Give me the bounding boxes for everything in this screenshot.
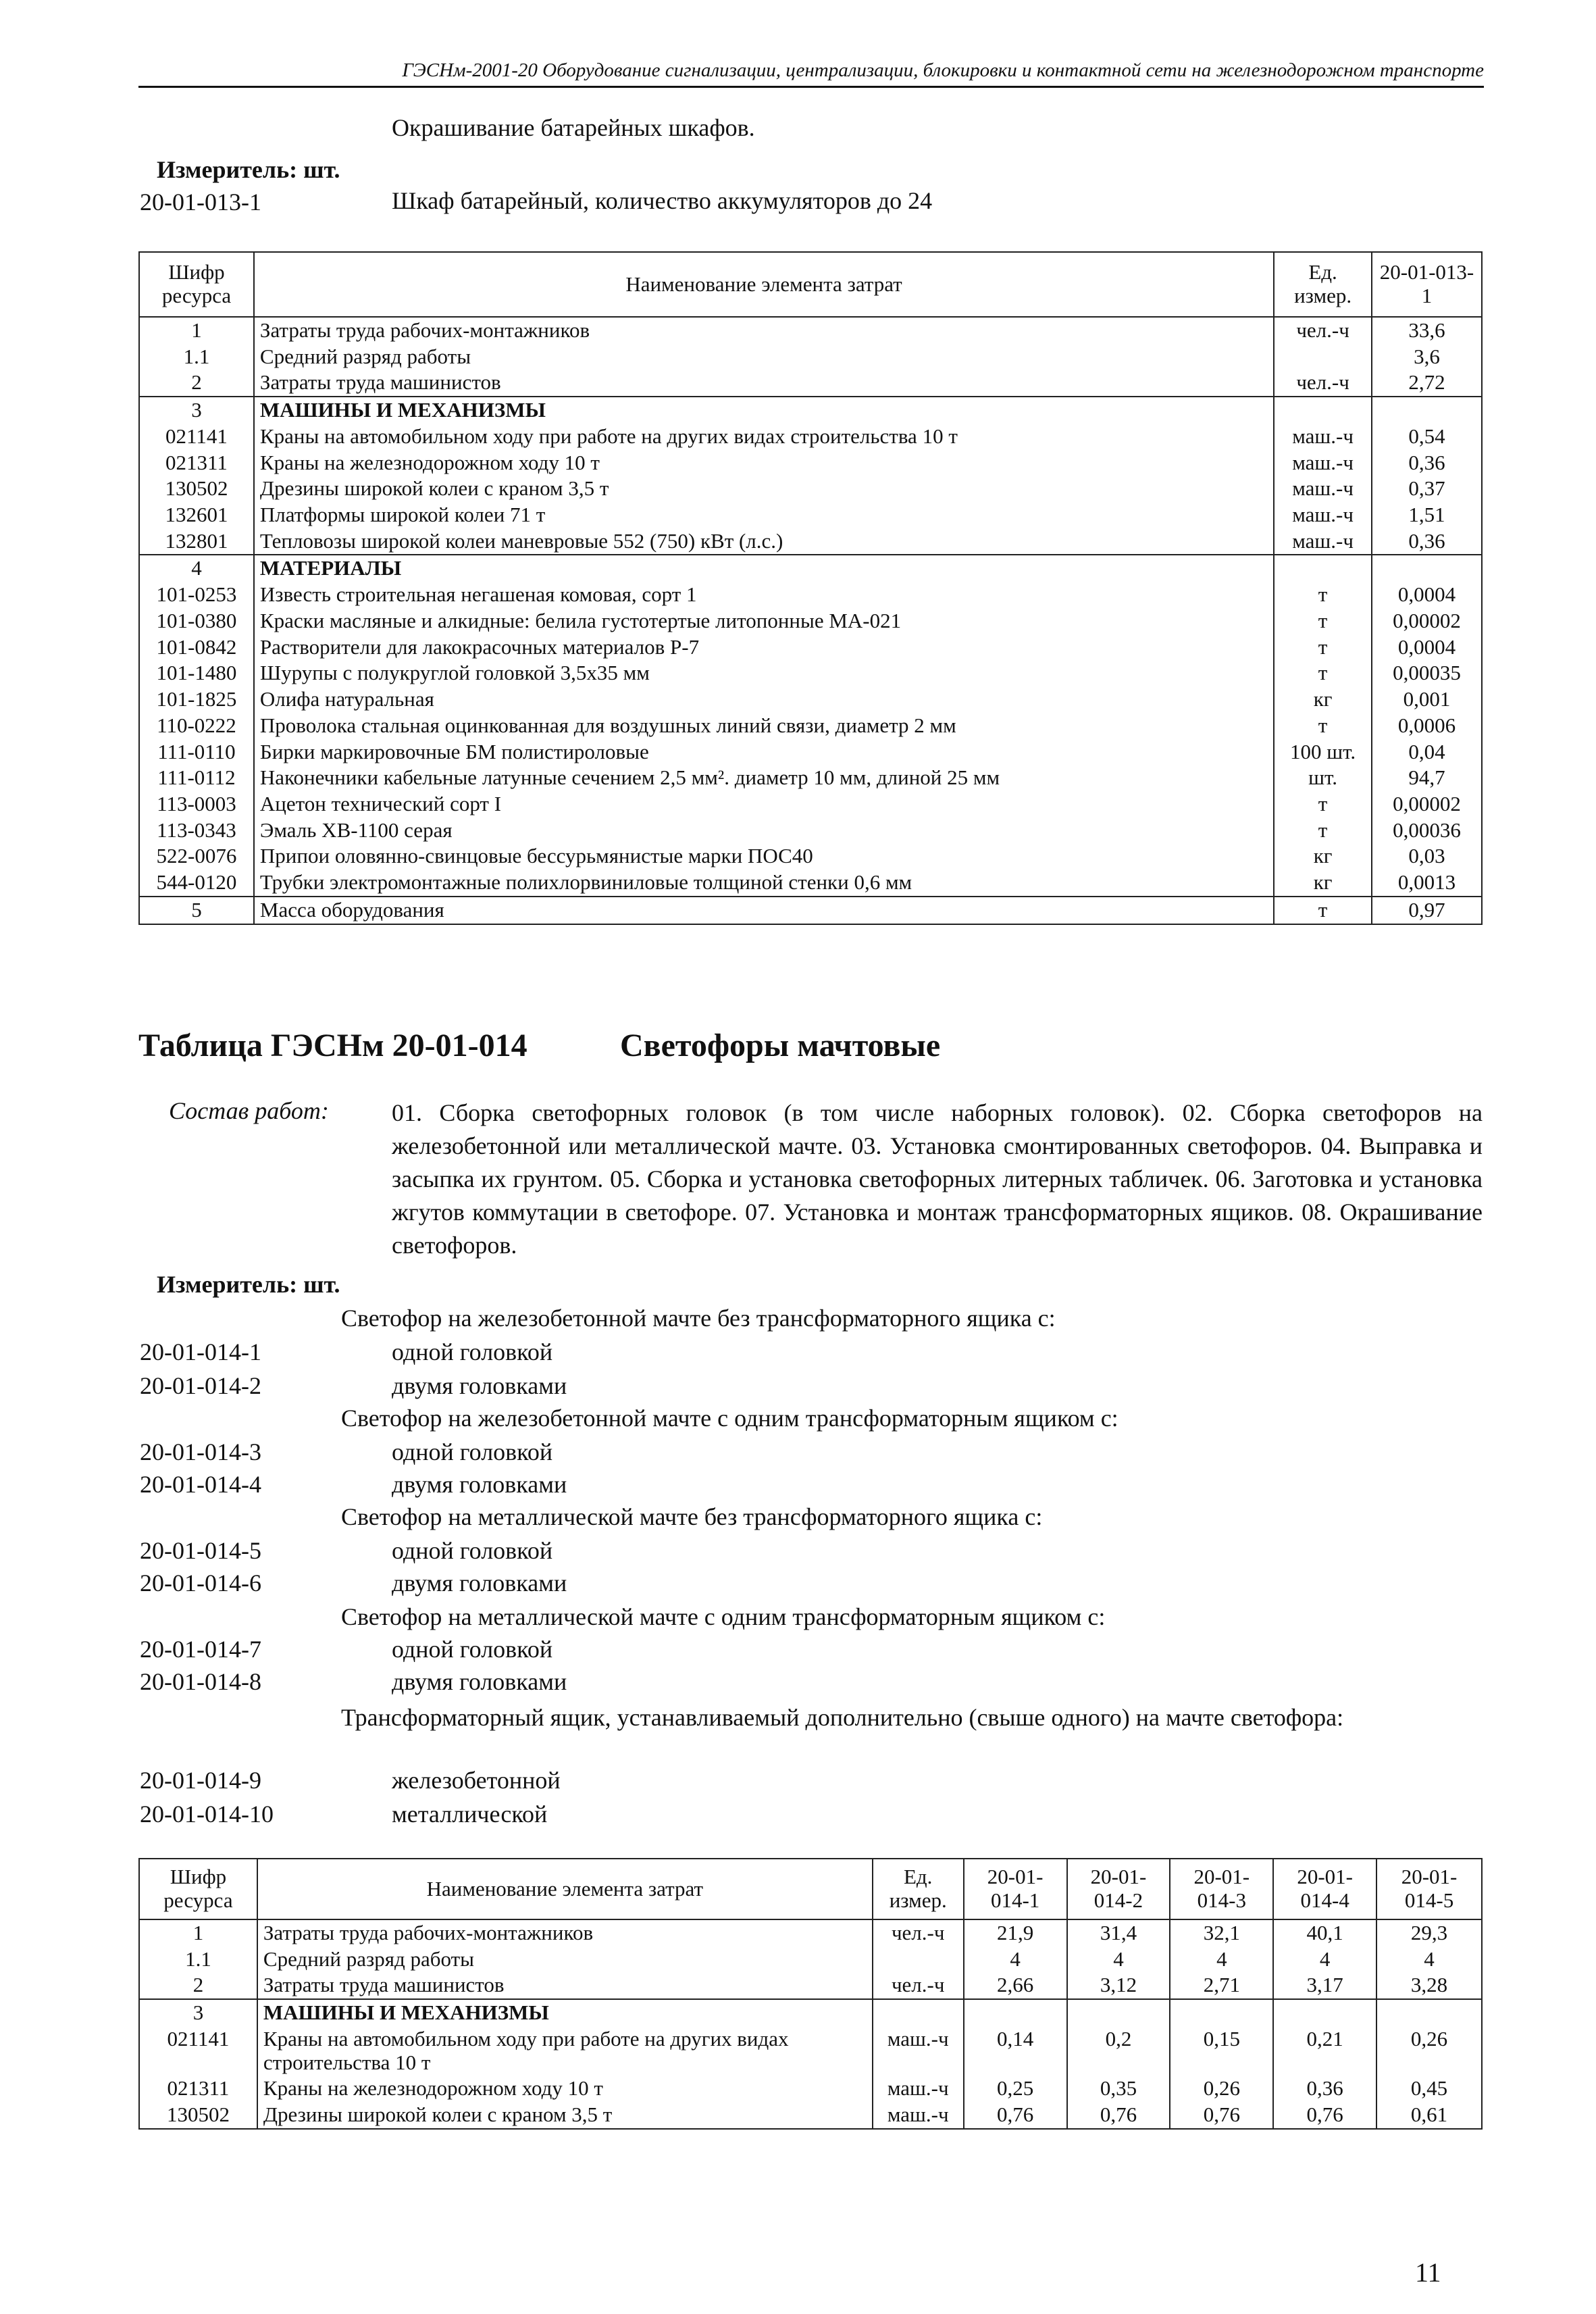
resource-code: 130502	[139, 476, 254, 502]
resource-code: 101-1825	[139, 686, 254, 713]
table-row	[139, 450, 1482, 476]
norm-value: 0,0004	[1372, 582, 1482, 608]
unit: т	[1274, 791, 1372, 818]
norm-value: 0,36	[1273, 2076, 1376, 2102]
norm-value: 0,61	[1376, 2102, 1482, 2129]
norm-value: 0,35	[1067, 2076, 1170, 2102]
table-row	[139, 344, 1482, 370]
resource-code: 2	[139, 370, 254, 397]
unit: 100 шт.	[1274, 739, 1372, 765]
unit: кг	[1274, 686, 1372, 713]
unit: чел.-ч	[873, 1972, 964, 1999]
cost-element-name: Затраты труда рабочих-монтажников	[254, 317, 1274, 344]
resource-code: 021311	[139, 450, 254, 476]
norm-value: 0,0006	[1372, 713, 1482, 739]
resource-code: 021141	[139, 2026, 257, 2076]
unit: маш.-ч	[1274, 450, 1372, 476]
header-cell: Наименование элемента затрат	[257, 1859, 873, 1919]
norm-value: 0,00002	[1372, 608, 1482, 634]
table-row	[139, 1919, 1482, 1946]
norm-value: 29,3	[1376, 1919, 1482, 1946]
norm-code: 20-01-014-4	[140, 1471, 261, 1498]
resource-code: 1	[139, 1919, 257, 1946]
header-cell: 20-01-014-2	[1067, 1859, 1170, 1919]
norm-value: 0,03	[1372, 843, 1482, 870]
norm-value: 3,17	[1273, 1972, 1376, 1999]
norm-value: 40,1	[1273, 1919, 1376, 1946]
norm-value: 0,04	[1372, 739, 1482, 765]
table-header-row	[139, 1859, 1482, 1919]
table-row	[139, 660, 1482, 686]
table-row	[139, 818, 1482, 844]
cost-element-name: Эмаль ХВ-1100 серая	[254, 818, 1274, 844]
norm-code: 20-01-014-6	[140, 1569, 261, 1596]
table-row	[139, 317, 1482, 344]
norm-value: 21,9	[964, 1919, 1067, 1946]
norm-value: 0,36	[1372, 528, 1482, 555]
resource-table-1	[138, 251, 1483, 925]
cost-element-name: Бирки маркировочные БМ полистироловые	[254, 739, 1274, 765]
meter-label: Измеритель:	[157, 1271, 298, 1298]
cost-element-name: Средний разряд работы	[254, 344, 1274, 370]
cost-element-name: Известь строительная негашеная комовая, сорт 1	[254, 582, 1274, 608]
norm-desc: одной головкой	[392, 1537, 553, 1564]
header-cell: 20-01-013-1	[1372, 252, 1482, 317]
norm-desc: железобетонной	[392, 1767, 561, 1794]
cost-element-name: Трубки электромонтажные полихлорвиниловые толщиной стенки 0,6 мм	[254, 870, 1274, 897]
norm-value: 0,15	[1170, 2026, 1273, 2076]
unit: т	[1274, 897, 1372, 924]
resource-code: 111-0112	[139, 765, 254, 791]
group-heading: Светофор на железобетонной мачте с одним трансформаторным ящиком с:	[341, 1405, 1118, 1432]
resource-code: 5	[139, 897, 254, 924]
cost-element-name: Дрезины широкой колеи с краном 3,5 т	[257, 2102, 873, 2129]
norm-value: 94,7	[1372, 765, 1482, 791]
table-row	[139, 608, 1482, 634]
norm-code: 20-01-014-2	[140, 1372, 261, 1399]
norm-code: 20-01-014-5	[140, 1537, 261, 1564]
resource-code: 111-0110	[139, 739, 254, 765]
unit: маш.-ч	[1274, 502, 1372, 528]
unit	[873, 1999, 964, 2026]
resource-code: 101-0380	[139, 608, 254, 634]
unit: маш.-ч	[1274, 528, 1372, 555]
unit: шт.	[1274, 765, 1372, 791]
table-row	[139, 870, 1482, 897]
norm-value: 0,25	[964, 2076, 1067, 2102]
norm-value	[1273, 1999, 1376, 2026]
header-cell: 20-01-014-3	[1170, 1859, 1273, 1919]
cost-element-name: Затраты труда рабочих-монтажников	[257, 1919, 873, 1946]
unit: маш.-ч	[873, 2102, 964, 2129]
norm-value: 0,76	[1273, 2102, 1376, 2129]
norm-value: 33,6	[1372, 317, 1482, 344]
header-cell: 20-01-014-5	[1376, 1859, 1482, 1919]
resource-code: 1.1	[139, 1946, 257, 1973]
norm-value: 0,97	[1372, 897, 1482, 924]
table-row	[139, 739, 1482, 765]
unit	[873, 1946, 964, 1973]
unit: т	[1274, 582, 1372, 608]
resource-code: 1	[139, 317, 254, 344]
cost-element-name: Тепловозы широкой колеи маневровые 552 (750) кВт (л.с.)	[254, 528, 1274, 555]
norm-value: 31,4	[1067, 1919, 1170, 1946]
norm-value: 4	[1170, 1946, 1273, 1973]
unit: чел.-ч	[1274, 317, 1372, 344]
table-row	[139, 897, 1482, 924]
group-heading: Светофор на металлической мачте без трансформаторного ящика с:	[341, 1503, 1043, 1530]
norm-code: 20-01-014-10	[140, 1801, 274, 1828]
norm-value: 0,76	[1067, 2102, 1170, 2129]
header-cell: 20-01-014-4	[1273, 1859, 1376, 1919]
resource-code: 101-1480	[139, 660, 254, 686]
cost-element-name: Краны на железнодорожном ходу 10 т	[257, 2076, 873, 2102]
unit: т	[1274, 713, 1372, 739]
meter-line-2	[157, 1270, 340, 1299]
table-header-row	[139, 252, 1482, 317]
norm-value: 1,51	[1372, 502, 1482, 528]
cost-element-name: Проволока стальная оцинкованная для воздушных линий связи, диаметр 2 мм	[254, 713, 1274, 739]
unit	[1274, 555, 1372, 582]
norm-value: 0,0013	[1372, 870, 1482, 897]
table-row	[139, 765, 1482, 791]
meter-line	[157, 155, 340, 184]
cost-element-name: Растворители для лакокрасочных материалов Р-7	[254, 634, 1274, 661]
unit: маш.-ч	[873, 2026, 964, 2076]
resource-code: 132601	[139, 502, 254, 528]
norm-code: 20-01-014-1	[140, 1338, 261, 1365]
table-row	[139, 686, 1482, 713]
norm-value	[1067, 1999, 1170, 2026]
resource-code: 544-0120	[139, 870, 254, 897]
norm-value	[964, 1999, 1067, 2026]
table-row	[139, 555, 1482, 582]
unit: т	[1274, 660, 1372, 686]
norm-value	[1376, 1999, 1482, 2026]
table-row	[139, 370, 1482, 397]
norm-desc: одной головкой	[392, 1636, 553, 1663]
resource-code: 101-0842	[139, 634, 254, 661]
norm-code: 20-01-014-7	[140, 1636, 261, 1663]
table-row	[139, 502, 1482, 528]
norm-code-desc: Шкаф батарейный, количество аккумуляторов до 24	[392, 187, 933, 214]
cost-element-name: Олифа натуральная	[254, 686, 1274, 713]
table-row	[139, 528, 1482, 555]
norm-value: 2,72	[1372, 370, 1482, 397]
norm-value: 0,00002	[1372, 791, 1482, 818]
norm-desc: одной головкой	[392, 1438, 553, 1465]
resource-code: 021141	[139, 424, 254, 450]
unit: т	[1274, 608, 1372, 634]
header-cell: Наименование элемента затрат	[254, 252, 1274, 317]
cost-element-name: Шурупы с полукруглой головкой 3,5х35 мм	[254, 660, 1274, 686]
norm-desc: металлической	[392, 1801, 548, 1828]
resource-code: 3	[139, 1999, 257, 2026]
cost-element-name: Припои оловянно-свинцовые бессурьмянистые марки ПОС40	[254, 843, 1274, 870]
norm-value: 3,28	[1376, 1972, 1482, 1999]
meter-value: шт.	[303, 1271, 340, 1298]
norm-value: 0,00035	[1372, 660, 1482, 686]
norm-value: 0,001	[1372, 686, 1482, 713]
norm-code: 20-01-014-8	[140, 1668, 261, 1695]
table-row	[139, 2102, 1482, 2129]
norm-desc: одной головкой	[392, 1338, 553, 1365]
cost-element-name: Масса оборудования	[254, 897, 1274, 924]
norm-value: 3,6	[1372, 344, 1482, 370]
table-row	[139, 1946, 1482, 1973]
norm-desc: двумя головками	[392, 1471, 567, 1498]
cost-element-name: МАШИНЫ И МЕХАНИЗМЫ	[254, 397, 1274, 424]
table-row	[139, 424, 1482, 450]
norm-value: 0,21	[1273, 2026, 1376, 2076]
header-cell: 20-01-014-1	[964, 1859, 1067, 1919]
norm-value: 0,37	[1372, 476, 1482, 502]
group-heading: Светофор на железобетонной мачте без трансформаторного ящика с:	[341, 1305, 1056, 1332]
norm-value: 0,26	[1170, 2076, 1273, 2102]
cost-element-name: Дрезины широкой колеи с краном 3,5 т	[254, 476, 1274, 502]
norm-code: 20-01-014-3	[140, 1438, 261, 1465]
norm-desc: двумя головками	[392, 1569, 567, 1596]
cost-element-name: Затраты труда машинистов	[257, 1972, 873, 1999]
norm-code: 20-01-014-9	[140, 1767, 261, 1794]
unit: маш.-ч	[1274, 424, 1372, 450]
cost-element-name: Платформы широкой колеи 71 т	[254, 502, 1274, 528]
norm-code: 20-01-013-1	[140, 188, 261, 216]
norm-value	[1372, 397, 1482, 424]
table-label: Таблица ГЭСНм 20-01-014	[138, 1028, 527, 1063]
table-row	[139, 1972, 1482, 1999]
norm-value	[1170, 1999, 1273, 2026]
norm-value: 3,12	[1067, 1972, 1170, 1999]
header-cell: Шифр ресурса	[139, 1859, 257, 1919]
group-heading: Светофор на металлической мачте с одним трансформаторным ящиком с:	[341, 1603, 1106, 1630]
norm-value: 4	[1067, 1946, 1170, 1973]
unit: чел.-ч	[873, 1919, 964, 1946]
cost-element-name: Наконечники кабельные латунные сечением 2,5 мм². диаметр 10 мм, длиной 25 мм	[254, 765, 1274, 791]
norm-value: 0,54	[1372, 424, 1482, 450]
resource-code: 021311	[139, 2076, 257, 2102]
table-row	[139, 1999, 1482, 2026]
group-heading: Трансформаторный ящик, устанавливаемый дополнительно (свыше одного) на мачте светофора:	[341, 1704, 1344, 1731]
resource-code: 2	[139, 1972, 257, 1999]
unit: маш.-ч	[1274, 476, 1372, 502]
unit: чел.-ч	[1274, 370, 1372, 397]
unit: т	[1274, 634, 1372, 661]
norm-value: 2,66	[964, 1972, 1067, 1999]
cost-element-name: Краны на автомобильном ходу при работе на других видах строительства 10 т	[254, 424, 1274, 450]
unit	[1274, 397, 1372, 424]
cost-element-name: Средний разряд работы	[257, 1946, 873, 1973]
resource-code: 132801	[139, 528, 254, 555]
unit: кг	[1274, 843, 1372, 870]
norm-value: 0,00036	[1372, 818, 1482, 844]
table-title: Светофоры мачтовые	[620, 1028, 941, 1063]
resource-code: 110-0222	[139, 713, 254, 739]
cost-element-name: Затраты труда машинистов	[254, 370, 1274, 397]
page-number: 11	[1415, 2257, 1441, 2288]
resource-code: 4	[139, 555, 254, 582]
resource-code: 101-0253	[139, 582, 254, 608]
cost-element-name: Краски масляные и алкидные: белила густотертые литопонные МА-021	[254, 608, 1274, 634]
cost-element-name: МАШИНЫ И МЕХАНИЗМЫ	[257, 1999, 873, 2026]
meter-label: Измеритель:	[157, 156, 298, 183]
unit: маш.-ч	[873, 2076, 964, 2102]
norm-value: 0,26	[1376, 2026, 1482, 2076]
norm-value: 2,71	[1170, 1972, 1273, 1999]
norm-value: 0,2	[1067, 2026, 1170, 2076]
cost-element-name: Ацетон технический сорт I	[254, 791, 1274, 818]
composition-label: Состав работ:	[169, 1097, 329, 1124]
norm-desc: двумя головками	[392, 1372, 567, 1399]
header-cell: Ед. измер.	[1274, 252, 1372, 317]
table-row	[139, 2076, 1482, 2102]
resource-code: 113-0343	[139, 818, 254, 844]
section-subtitle: Окрашивание батарейных шкафов.	[392, 114, 755, 141]
norm-value: 4	[964, 1946, 1067, 1973]
norm-value	[1372, 555, 1482, 582]
table-row	[139, 843, 1482, 870]
cost-element-name: МАТЕРИАЛЫ	[254, 555, 1274, 582]
table-row	[139, 397, 1482, 424]
norm-value: 0,36	[1372, 450, 1482, 476]
norm-value: 0,45	[1376, 2076, 1482, 2102]
unit: кг	[1274, 870, 1372, 897]
norm-value: 32,1	[1170, 1919, 1273, 1946]
norm-value: 4	[1376, 1946, 1482, 1973]
table-row	[139, 634, 1482, 661]
norm-value: 0,76	[964, 2102, 1067, 2129]
norm-value: 0,0004	[1372, 634, 1482, 661]
resource-code: 1.1	[139, 344, 254, 370]
unit: т	[1274, 818, 1372, 844]
running-header: ГЭСНм-2001-20 Оборудование сигнализации, централизации, блокировки и контактной сети на железнодорожном транспорте	[138, 59, 1484, 88]
cost-element-name: Краны на железнодорожном ходу 10 т	[254, 450, 1274, 476]
table-row	[139, 2026, 1482, 2076]
header-cell: Шифр ресурса	[139, 252, 254, 317]
norm-value: 4	[1273, 1946, 1376, 1973]
composition-text: 01. Сборка светофорных головок (в том числе наборных головок). 02. Сборка светофоров на железобетонной или металлической мачте. 03. Установка смонтированных светофоров. 04. Выправка и засыпка их грунтом. 05. Сборка и установка светофорных литерных табличек. 06. Заготовка и установка жгутов коммутации в светофоре. 07. Установка и монтаж трансформаторных ящиков. 08. Окрашивание светофоров.	[392, 1099, 1483, 1259]
resource-code: 522-0076	[139, 843, 254, 870]
cost-element-name: Краны на автомобильном ходу при работе на других видах строительства 10 т	[257, 2026, 873, 2076]
resource-code: 113-0003	[139, 791, 254, 818]
resource-table-2	[138, 1858, 1483, 2130]
meter-value: шт.	[303, 156, 340, 183]
table-row	[139, 791, 1482, 818]
unit	[1274, 344, 1372, 370]
table-row	[139, 476, 1482, 502]
norm-value: 0,76	[1170, 2102, 1273, 2129]
table-row	[139, 582, 1482, 608]
resource-code: 130502	[139, 2102, 257, 2129]
table-row	[139, 713, 1482, 739]
resource-code: 3	[139, 397, 254, 424]
norm-desc: двумя головками	[392, 1668, 567, 1695]
header-cell: Ед. измер.	[873, 1859, 964, 1919]
norm-value: 0,14	[964, 2026, 1067, 2076]
